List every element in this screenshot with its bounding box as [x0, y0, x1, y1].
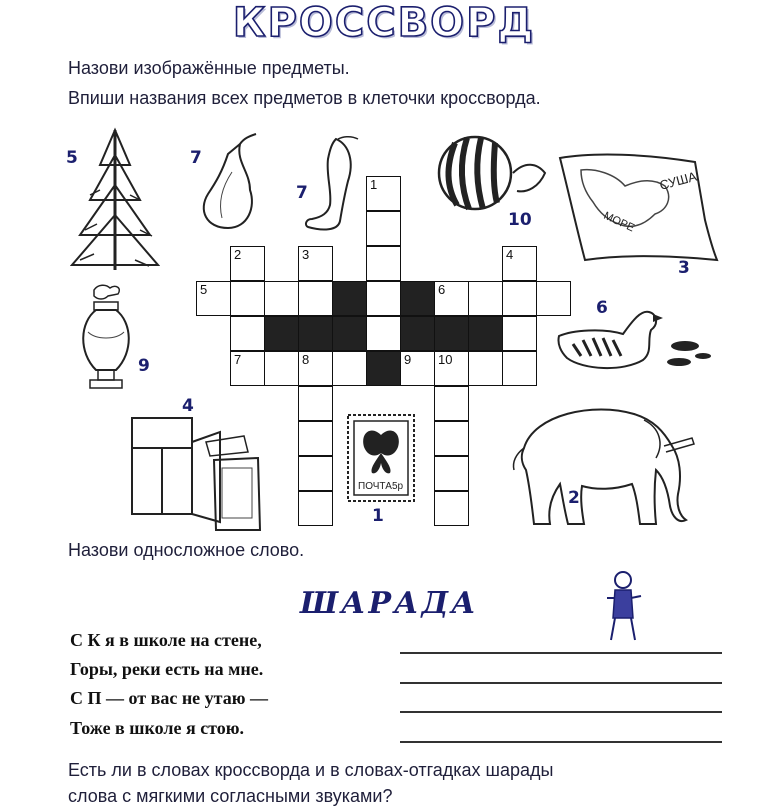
crossword-cell[interactable]	[366, 281, 401, 316]
crossword-cell[interactable]	[298, 246, 333, 281]
spruce-icon	[70, 125, 160, 275]
vase-icon	[76, 282, 136, 394]
answer-line[interactable]	[400, 711, 722, 713]
crossword-cell[interactable]	[366, 176, 401, 211]
answer-line[interactable]	[400, 652, 722, 654]
crossword-cell[interactable]	[230, 351, 265, 386]
crossword-cell[interactable]	[536, 281, 571, 316]
crossword-cell[interactable]	[434, 351, 469, 386]
map-icon	[555, 150, 725, 270]
crossword-cell[interactable]	[298, 351, 333, 386]
poem-line-4: Тоже в школе я стою.	[70, 718, 245, 738]
crossword-cell[interactable]	[468, 281, 503, 316]
pear-icon	[192, 132, 270, 232]
crossword-cell-dark	[332, 281, 367, 316]
crossword-cell[interactable]	[264, 281, 299, 316]
picture-number-6: 6	[596, 298, 608, 318]
picture-number-9: 9	[138, 356, 150, 376]
answer-line[interactable]	[400, 682, 722, 684]
clue-number-6: 6	[438, 282, 446, 297]
crossword-cell[interactable]	[196, 281, 231, 316]
clue-number-1: 1	[370, 177, 378, 192]
clue-number-2: 2	[234, 247, 242, 262]
picture-number-8: 7	[190, 148, 202, 168]
crossword-cell[interactable]	[230, 316, 265, 351]
clue-number-10: 10	[438, 352, 453, 367]
crossword-cell[interactable]	[400, 351, 435, 386]
clue-number-5: 5	[200, 282, 208, 297]
instruction-one-syllable: Назови односложное слово.	[68, 540, 305, 560]
picture-number-7: 7	[296, 183, 308, 203]
picture-number-4: 4	[182, 396, 194, 416]
crossword-cell-dark	[264, 316, 299, 351]
question-line-2: слова с мягкими согласными звуками?	[68, 786, 393, 806]
crossword-cell[interactable]	[298, 491, 333, 526]
stamp-caption: ПОЧТА	[358, 481, 392, 492]
clue-number-7: 7	[234, 352, 242, 367]
answer-line[interactable]	[400, 741, 722, 743]
clue-number-3: 3	[302, 247, 310, 262]
stamp-value: 5р	[392, 481, 404, 492]
crossword-cell[interactable]	[264, 351, 299, 386]
crossword-cell-dark	[298, 316, 333, 351]
crossword-cell[interactable]	[298, 456, 333, 491]
instruction-fill-crossword: Впиши названия всех предметов в клеточки кроссворда.	[68, 88, 541, 108]
crossword-cell[interactable]	[468, 351, 503, 386]
crossword-cell[interactable]	[298, 281, 333, 316]
duck-icon	[553, 300, 713, 380]
crossword-cell-dark	[434, 316, 469, 351]
stamp-icon	[346, 413, 416, 503]
crossword-cell[interactable]	[434, 281, 469, 316]
clue-number-8: 8	[302, 352, 310, 367]
poem-line-3: С П — от вас не утаю —	[70, 688, 268, 708]
picture-number-1: 1	[372, 506, 384, 526]
map-label-land: СУША	[657, 168, 699, 193]
crossword-cell[interactable]	[230, 246, 265, 281]
crossword-cell[interactable]	[502, 316, 537, 351]
ball-icon	[435, 133, 550, 218]
crossword-cell[interactable]	[298, 421, 333, 456]
crossword-cell-dark	[366, 351, 401, 386]
crossword-cell[interactable]	[366, 211, 401, 246]
crossword-cell-dark	[468, 316, 503, 351]
sharada-title: ШАРАДА	[300, 586, 479, 621]
crossword-cell-dark	[400, 316, 435, 351]
mascot-icon	[603, 568, 643, 646]
poem-line-2: Горы, реки есть на мне.	[70, 659, 264, 679]
crossword-cell[interactable]	[366, 316, 401, 351]
poem-line-1: С К я в школе на стене,	[70, 630, 262, 650]
leg-icon	[300, 135, 365, 235]
instruction-name-items: Назови изображённые предметы.	[68, 58, 350, 78]
map-label-sea: МОРЕ	[601, 209, 637, 235]
question-line-1: Есть ли в словах кроссворда и в словах-отгадках шарады	[68, 760, 554, 780]
crossword-cell[interactable]	[434, 456, 469, 491]
picture-number-2: 2	[568, 488, 580, 508]
crossword-cell[interactable]	[230, 281, 265, 316]
crossword-cell-dark	[332, 316, 367, 351]
picture-number-5: 5	[66, 148, 78, 168]
crossword-cell[interactable]	[502, 281, 537, 316]
crossword-cell[interactable]	[434, 386, 469, 421]
crossword-cell[interactable]	[502, 246, 537, 281]
clue-number-4: 4	[506, 247, 514, 262]
page-title: КРОССВОРД	[232, 0, 536, 46]
crossword-cell[interactable]	[502, 351, 537, 386]
crossword-cell[interactable]	[366, 246, 401, 281]
crossword-cell[interactable]	[298, 386, 333, 421]
elephant-icon	[504, 398, 704, 538]
crossword-cell[interactable]	[434, 421, 469, 456]
crossword-cell-dark	[400, 281, 435, 316]
crossword-cell[interactable]	[332, 351, 367, 386]
picture-number-3: 3	[678, 258, 690, 278]
picture-number-10: 10	[508, 210, 532, 230]
crossword-cell[interactable]	[434, 491, 469, 526]
window-icon	[120, 412, 280, 532]
clue-number-9: 9	[404, 352, 412, 367]
